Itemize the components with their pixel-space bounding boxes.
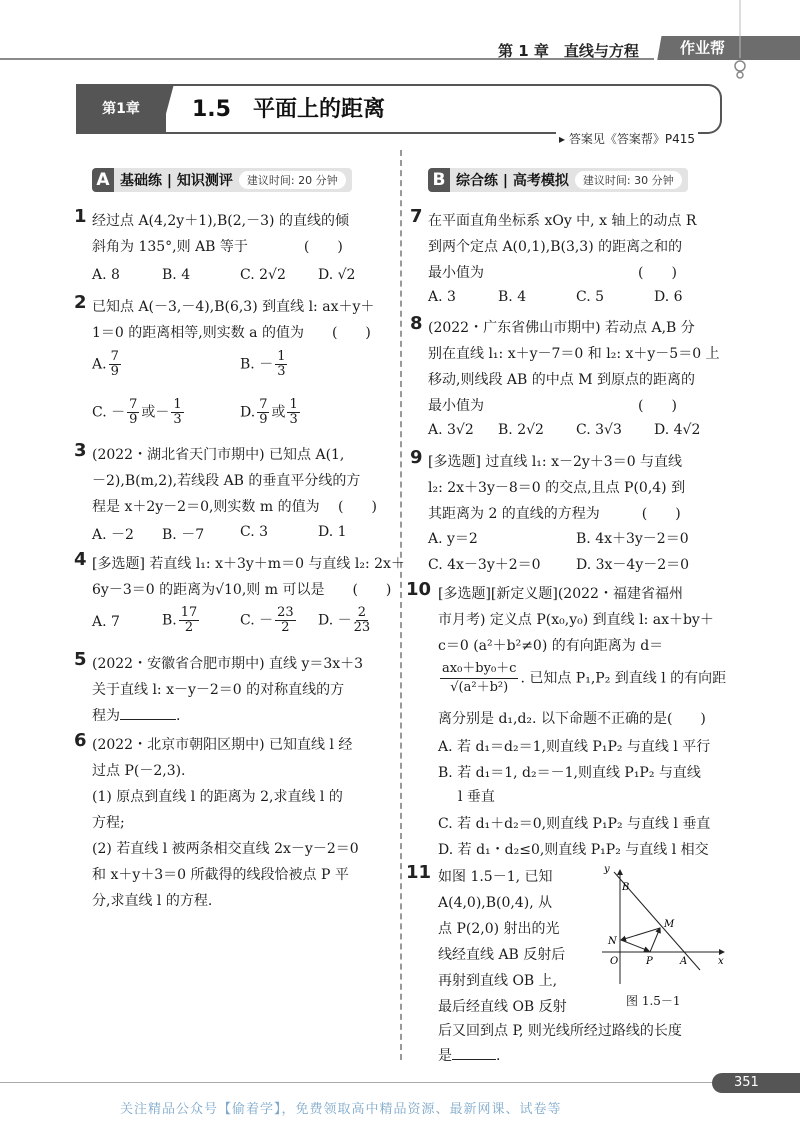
question-number: 10 bbox=[406, 579, 432, 600]
section-title: 1.5 平面上的距离 bbox=[192, 97, 385, 122]
option-c: C. 4x－3y＋2＝0 bbox=[428, 557, 541, 573]
option-a: A. 3√2 bbox=[428, 422, 474, 438]
question-text: $\frac{\text{ax₀＋by₀＋c}}{\text{√(a²＋b²)}}$ . 已知点 P₁,P₂ 到直线 l 的有向距 bbox=[442, 661, 727, 695]
option-a: A. y＝2 bbox=[428, 531, 478, 547]
question-number: 1 bbox=[74, 206, 87, 227]
fraction: $\frac{7}{9}$ bbox=[110, 349, 119, 379]
question-text: (1) 原点到直线 l 的距离为 2,求直线 l 的 bbox=[92, 789, 343, 805]
option-a: A. 8 bbox=[92, 267, 120, 283]
question-text: 移动,则线段 AB 的中点 M 到原点的距离的 bbox=[428, 372, 695, 388]
question-text: 离分别是 d₁,d₂. 以下命题不正确的是( ) bbox=[438, 711, 706, 727]
question-number: 4 bbox=[74, 549, 87, 570]
answer-reference: ▸ 答案见《答案帮》P415 bbox=[556, 130, 698, 147]
answer-blank bbox=[452, 1045, 496, 1060]
question-text: 程是 x＋2y－2＝0,则实数 m 的值为 ( ) bbox=[92, 499, 377, 515]
brand-label: 作业帮 bbox=[668, 36, 800, 60]
question-text: 如图 1.5－1, 已知 bbox=[438, 869, 553, 885]
option-c: C. 3 bbox=[240, 524, 269, 540]
column-divider bbox=[400, 150, 402, 1060]
section-b-letter: B bbox=[428, 168, 450, 192]
fig-label-n: N bbox=[608, 936, 617, 947]
question-text: 和 x＋y＋3＝0 所截得的线段恰被点 P 平 bbox=[92, 867, 349, 883]
option-a: A. 7 bbox=[92, 614, 120, 630]
option-d: D. √2 bbox=[318, 267, 356, 283]
question-text: 最小值为 ( ) bbox=[428, 265, 677, 281]
question-number: 3 bbox=[74, 440, 87, 461]
question-text: 过点 P(－2,3). bbox=[92, 763, 186, 779]
question-text: 经过点 A(4,2y＋1),B(2,－3) 的直线的倾 bbox=[92, 213, 349, 229]
question-number: 11 bbox=[406, 862, 432, 883]
option-b: B. 若 d₁＝1, d₂＝－1,则直线 P₁P₂ 与直线 bbox=[438, 765, 701, 781]
section-a-time: 建议时间: 20 分钟 bbox=[239, 171, 346, 189]
fraction: $\frac{2}{23}$ bbox=[353, 605, 371, 635]
fig-label-o: O bbox=[610, 956, 619, 967]
page-number: 351 bbox=[712, 1073, 800, 1093]
option-a: A. $\frac{7}{9}$ bbox=[92, 349, 119, 379]
footer-note: 关注精品公众号【偷着学】，免费领取高中精品资源、最新网课、试卷等 bbox=[120, 1102, 562, 1117]
question-text: －2),B(m,2),若线段 AB 的垂直平分线的方 bbox=[92, 473, 361, 489]
question-text: 别在直线 l₁: x＋y－7＝0 和 l₂: x＋y－5＝0 上 bbox=[428, 346, 720, 362]
option-b: B. 2√2 bbox=[498, 422, 544, 438]
option-a: A. 3 bbox=[428, 289, 456, 305]
option-a: A. －2 bbox=[92, 527, 134, 543]
fraction: $\frac{1}{3}$ bbox=[289, 397, 298, 427]
question-text: 到两个定点 A(0,1),B(3,3) 的距离之和的 bbox=[428, 239, 683, 255]
question-text: 点 P(2,0) 射出的光 bbox=[438, 921, 560, 937]
option-c: C. － $\frac{23}{2}$ bbox=[240, 605, 294, 635]
option-a: A. 若 d₁＝d₂＝1,则直线 P₁P₂ 与直线 l 平行 bbox=[438, 739, 711, 755]
fraction: $\frac{1}{3}$ bbox=[277, 349, 286, 379]
ray-mn bbox=[621, 928, 660, 940]
fraction: $\frac{7}{9}$ bbox=[259, 397, 268, 427]
fig-label-y: y bbox=[604, 866, 610, 875]
option-b: B. 4x＋3y－2＝0 bbox=[576, 531, 689, 547]
question-number: 2 bbox=[74, 292, 87, 313]
question-text: (2022・湖北省天门市期中) 已知点 A(1, bbox=[92, 447, 345, 463]
ray-np bbox=[621, 940, 649, 951]
fig-label-p: P bbox=[646, 956, 653, 967]
formula-fraction: $\frac{\text{ax₀＋by₀＋c}}{\text{√(a²＋b²)}}$ bbox=[442, 661, 517, 695]
question-text: 1＝0 的距离相等,则实数 a 的值为 ( ) bbox=[92, 325, 371, 341]
fig-label-a: A bbox=[680, 956, 688, 967]
question-text: 程为 . bbox=[92, 705, 180, 725]
option-c: C. － $\frac{7}{9}$ 或－ $\frac{1}{3}$ bbox=[92, 397, 182, 427]
question-text: 已知点 A(－3,－4),B(6,3) 到直线 l: ax＋y＋ bbox=[92, 299, 375, 315]
question-text: [多选题][新定义题](2022・福建省福州 bbox=[438, 586, 683, 602]
option-b: B. $\frac{17}{2}$ bbox=[162, 605, 198, 635]
option-d: D. 1 bbox=[318, 524, 347, 540]
fraction: $\frac{1}{3}$ bbox=[173, 397, 182, 427]
question-number: 9 bbox=[410, 447, 423, 468]
question-text: 关于直线 l: x－y－2＝0 的对称直线的方 bbox=[92, 682, 345, 698]
option-b: B. 4 bbox=[498, 289, 527, 305]
option-d: D. 若 d₁・d₂≤0,则直线 P₁P₂ 与直线 l 相交 bbox=[438, 842, 709, 858]
option-d: D. 3x－4y－2＝0 bbox=[576, 557, 690, 573]
question-text: A(4,0),B(0,4), 从 bbox=[438, 895, 553, 911]
fig-label-m: M bbox=[664, 919, 675, 930]
question-text: (2022・安徽省合肥市期中) 直线 y＝3x＋3 bbox=[92, 656, 364, 672]
question-text: 后又回到点 P, 则光线所经过路线的长度 bbox=[438, 1023, 682, 1039]
question-text: (2022・北京市朝阳区期中) 已知直线 l 经 bbox=[92, 737, 353, 753]
section-a-badge bbox=[92, 168, 352, 192]
question-text: (2022・广东省佛山市期中) 若动点 A,B 分 bbox=[428, 320, 695, 336]
option-d: D. 4√2 bbox=[654, 422, 701, 438]
question-text: 分,求直线 l 的方程. bbox=[92, 893, 213, 909]
question-text: 6y－3＝0 的距离为√10,则 m 可以是 ( ) bbox=[92, 582, 392, 598]
question-number: 5 bbox=[74, 649, 87, 670]
question-text: 最后经直线 OB 反射 bbox=[438, 999, 567, 1015]
question-text: 是 . bbox=[438, 1045, 500, 1065]
option-d: D. $\frac{7}{9}$ 或 $\frac{1}{3}$ bbox=[240, 397, 298, 427]
figure-reflection-diagram bbox=[600, 866, 730, 990]
option-b: B. 4 bbox=[162, 267, 191, 283]
question-text: (2) 若直线 l 被两条相交直线 2x－y－2＝0 bbox=[92, 841, 359, 857]
ray-pm bbox=[650, 928, 660, 952]
fraction: $\frac{7}{9}$ bbox=[129, 397, 138, 427]
option-b-cont: l 垂直 bbox=[458, 789, 495, 805]
binder-clip-icon bbox=[730, 0, 750, 80]
answer-blank bbox=[120, 705, 176, 720]
chapter-tab: 第1章 bbox=[76, 84, 166, 134]
question-number: 8 bbox=[410, 313, 423, 334]
section-b-time: 建议时间: 30 分钟 bbox=[575, 171, 682, 189]
question-text: l₂: 2x＋3y－8＝0 的交点,且点 P(0,4) 到 bbox=[428, 480, 686, 496]
question-number: 6 bbox=[74, 730, 87, 751]
fraction: $\frac{23}{2}$ bbox=[277, 605, 294, 635]
question-text: 线经直线 AB 反射后 bbox=[438, 947, 566, 963]
option-b: B. － $\frac{1}{3}$ bbox=[240, 349, 286, 379]
section-a-letter: A bbox=[92, 168, 114, 192]
section-b-name: 综合练 | 高考模拟 bbox=[456, 173, 569, 189]
question-text: 方程; bbox=[92, 815, 125, 831]
option-b: B. －7 bbox=[162, 527, 205, 543]
fig-label-b: B bbox=[622, 882, 630, 893]
option-c: C. 2√2 bbox=[240, 267, 286, 283]
fig-label-x: x bbox=[718, 956, 724, 967]
question-text: c＝0 (a²＋b²≠0) 的有向距离为 d＝ bbox=[438, 638, 664, 654]
option-c: C. 3√3 bbox=[576, 422, 622, 438]
question-text: [多选题] 过直线 l₁: x－2y＋3＝0 与直线 bbox=[428, 454, 683, 470]
question-text: 最小值为 ( ) bbox=[428, 398, 677, 414]
option-c: C. 5 bbox=[576, 289, 605, 305]
question-text: 再射到直线 OB 上, bbox=[438, 973, 558, 989]
question-text: 在平面直角坐标系 xOy 中, x 轴上的动点 R bbox=[428, 213, 697, 229]
question-text: 市月考) 定义点 P(x₀,y₀) 到直线 l: ax＋by＋ bbox=[438, 612, 714, 628]
question-text: 其距离为 2 的直线的方程为 ( ) bbox=[428, 506, 681, 522]
footer-rule bbox=[0, 1082, 712, 1083]
figure-caption: 图 1.5－1 bbox=[626, 994, 681, 1008]
question-number: 7 bbox=[410, 206, 423, 227]
header-divider bbox=[654, 36, 668, 60]
question-text: [多选题] 若直线 l₁: x＋3y＋m＝0 与直线 l₂: 2x＋ bbox=[92, 556, 405, 572]
option-d: D. 6 bbox=[654, 289, 683, 305]
fraction: $\frac{17}{2}$ bbox=[180, 605, 198, 635]
question-text: 斜角为 135°,则 AB 等于 ( ) bbox=[92, 239, 343, 255]
option-d: D. － $\frac{2}{23}$ bbox=[318, 605, 371, 635]
section-a-name: 基础练 | 知识测评 bbox=[120, 173, 233, 189]
section-b-badge bbox=[428, 168, 688, 192]
running-header-chapter: 第 1 章 直线与方程 bbox=[498, 42, 639, 60]
option-c: C. 若 d₁＋d₂＝0,则直线 P₁P₂ 与直线 l 垂直 bbox=[438, 816, 711, 832]
